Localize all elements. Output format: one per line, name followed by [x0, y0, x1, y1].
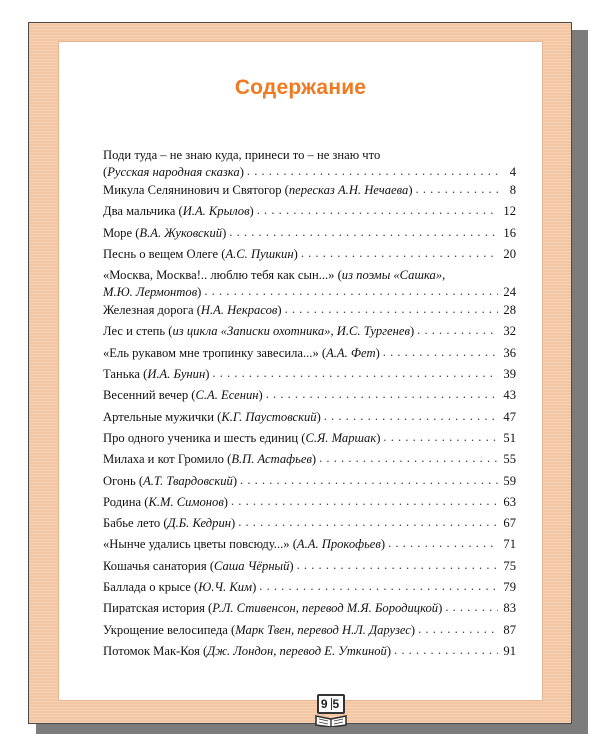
toc-entry-title: Бабье лето ( [103, 516, 168, 531]
toc-leader-dots [297, 558, 498, 573]
toc-entry-paren: ) [438, 601, 443, 616]
toc-entry-paren: ) [223, 494, 228, 509]
toc-entry-page: 55 [503, 452, 516, 467]
toc-entry [103, 537, 516, 558]
toc-entry-page: 36 [503, 345, 516, 360]
toc-entry-title: Милаха и кот Громило ( [103, 452, 232, 467]
toc-entry-paren: ) [410, 622, 416, 637]
open-book-icon [315, 713, 347, 727]
toc-entry-line [103, 410, 516, 431]
toc-leader-dots [383, 430, 498, 445]
toc-leader-dots [212, 366, 498, 381]
toc-entry-title: Про одного ученика и шесть единиц ( [103, 430, 306, 445]
toc-entry-paren: ) [289, 558, 294, 573]
toc-entry-line [103, 226, 516, 247]
toc-entry-author: из цикла «Записки охотника», И.С. Тургенев [172, 324, 410, 339]
toc-entry-title: Железная дорога ( [103, 303, 201, 318]
toc-entry-page: 51 [503, 430, 516, 445]
toc-entry-paren: ) [222, 225, 227, 240]
toc-entry-line [103, 601, 516, 622]
toc-entry-paren: ) [316, 409, 321, 424]
toc-entry-paren: ) [197, 285, 202, 300]
toc-entry-page: 79 [503, 580, 516, 595]
toc-leader-dots [240, 473, 498, 488]
toc-entry-title: Укрощение велосипеда ( [103, 622, 236, 637]
toc-entry-line [103, 346, 516, 367]
toc-leader-dots [418, 622, 498, 637]
toc-entry-line [103, 559, 516, 580]
toc-entry-page: 24 [503, 285, 516, 300]
toc-leader-dots [259, 579, 498, 594]
toc-entry-author: Русская народная сказка [107, 165, 240, 179]
toc-entry-title: Потомок Мак-Коя ( [103, 643, 208, 658]
toc-entry-author: Д.Б. Кедрин [167, 516, 231, 531]
toc-entry-page: 75 [503, 558, 516, 573]
toc-entry [103, 580, 516, 601]
toc-leader-dots [285, 302, 498, 317]
toc-entry [103, 183, 516, 204]
toc-leader-dots [247, 164, 498, 179]
toc-entry-title: Поди туда – не знаю куда, принеси то – не знаю что [103, 148, 381, 162]
toc-entry-line [103, 183, 516, 204]
toc-entry-author: Р.Л. Стивенсон, перевод М.Я. Бородицкой [212, 601, 439, 616]
toc-entry-page: 47 [503, 409, 516, 424]
toc-entry-paren: ) [409, 324, 415, 339]
toc-entry-line [103, 165, 516, 183]
toc-entry-paren: ) [258, 388, 263, 403]
toc-entry-author: А.С. Пушкин [225, 246, 294, 261]
page-number [317, 694, 345, 714]
page-digit-separator [331, 698, 332, 710]
page-title: Содержание [234, 76, 367, 99]
toc-leader-dots [383, 345, 498, 360]
toc-entry [103, 226, 516, 247]
toc-leader-dots [416, 182, 498, 197]
toc-entry-author: Саша Чёрный [214, 558, 290, 573]
toc-entry-paren: ) [232, 473, 238, 488]
toc-entry-page: 71 [503, 537, 516, 552]
toc-entry-author: А.А. Прокофьев [296, 537, 381, 552]
toc-leader-dots [229, 225, 498, 240]
toc-entry-line [103, 474, 516, 495]
toc-leader-dots [301, 246, 498, 261]
toc-entry-author: М.Ю. Лермонтов [103, 285, 198, 300]
book-page [28, 22, 572, 724]
toc-entry-line [103, 148, 516, 165]
toc-entry-line [103, 303, 516, 324]
toc-entry-author: И.А. Бунин [147, 367, 206, 382]
toc-entry-source: из поэмы «Сашка», [341, 268, 446, 283]
toc-entry [103, 452, 516, 473]
toc-entry-page: 87 [503, 622, 516, 637]
toc-entry-paren: ) [380, 537, 386, 552]
toc-entry-paren: ) [375, 345, 380, 360]
toc-entry-line [103, 324, 516, 345]
toc-entry-page: 59 [503, 473, 516, 488]
toc-entry-line [103, 204, 516, 225]
content-area [58, 41, 543, 711]
toc-entry-paren: ) [386, 643, 392, 658]
toc-entry [103, 644, 516, 665]
toc-entry-paren: ) [311, 452, 317, 467]
toc-entry-line [103, 452, 516, 473]
toc-entry-page: 67 [503, 516, 516, 531]
toc-entry-paren: ) [249, 204, 254, 219]
toc-leader-dots [324, 409, 498, 424]
toc-entry-paren: ) [277, 303, 282, 318]
toc-leader-dots [266, 387, 498, 402]
toc-leader-dots [238, 515, 498, 530]
toc-entry-page: 43 [503, 388, 516, 403]
toc-leader-dots [394, 643, 498, 658]
toc-entry [103, 474, 516, 495]
toc-entry-page: 12 [503, 204, 516, 219]
toc-entry-line [103, 247, 516, 268]
toc-entry-title: Два мальчика ( [103, 204, 183, 219]
toc-entry-author: Ю.Ч. Ким [198, 580, 253, 595]
toc-entry-title: Микула Селянинович и Святогор ( [103, 183, 289, 197]
toc-entry [103, 559, 516, 580]
toc-entry-line [103, 268, 516, 285]
toc-entry-author: И.А. Крылов [182, 204, 250, 219]
toc-entry [103, 516, 516, 537]
toc-entry [103, 495, 516, 516]
toc-entry-author: К.М. Симонов [148, 494, 224, 509]
toc-entry-line [103, 285, 516, 303]
toc-entry-author: В.А. Жуковский [139, 225, 223, 240]
toc-entry [103, 247, 516, 268]
toc-entry-line [103, 495, 516, 516]
toc-entry [103, 367, 516, 388]
toc-entry-paren: ) [408, 183, 413, 197]
toc-entry-paren: ) [239, 165, 244, 179]
toc-entry [103, 324, 516, 345]
toc-leader-dots [231, 494, 498, 509]
toc-entry-author: А.А. Фет [326, 345, 376, 360]
toc-entry-paren: ) [252, 580, 257, 595]
toc-entry-page: 4 [509, 165, 516, 179]
table-of-contents [103, 148, 516, 665]
toc-entry-title: ( [103, 165, 108, 179]
toc-entry [103, 148, 516, 183]
toc-entry-author: Марк Твен, перевод Н.Л. Дарузес [235, 622, 411, 637]
toc-entry-page: 16 [503, 225, 516, 240]
toc-entry-author: Дж. Лондон, перевод Е. Уткиной [207, 643, 387, 658]
toc-leader-dots [319, 451, 498, 466]
toc-entry-paren: ) [293, 246, 298, 261]
toc-entry-paren: ) [231, 516, 236, 531]
toc-entry-page: 63 [503, 494, 516, 509]
toc-entry-page: 91 [503, 643, 516, 658]
toc-entry-author: С.А. Есенин [195, 388, 259, 403]
toc-entry [103, 431, 516, 452]
toc-entry-page: 28 [503, 303, 516, 318]
toc-entry [103, 388, 516, 409]
toc-entry-author: К.Г. Паустовский [221, 409, 317, 424]
toc-entry-author: В.П. Астафьев [231, 452, 312, 467]
toc-entry-author: пересказ А.Н. Нечаева [288, 183, 409, 197]
toc-entry-page: 32 [503, 324, 516, 339]
toc-entry-line [103, 644, 516, 665]
toc-entry-line [103, 516, 516, 537]
toc-entry-line [103, 537, 516, 558]
toc-entry-page: 39 [503, 367, 516, 382]
toc-entry-title: Кошачья санатория ( [103, 558, 215, 573]
toc-leader-dots [257, 203, 498, 218]
toc-entry [103, 601, 516, 622]
toc-entry [103, 268, 516, 303]
toc-entry-title: Артельные мужички ( [103, 409, 222, 424]
page-digit-ones: 5 [332, 697, 342, 711]
toc-entry [103, 623, 516, 644]
toc-entry-title: Весенний вечер ( [103, 388, 196, 403]
toc-entry-title: Баллада о крысе ( [103, 580, 199, 595]
page-digit-tens: 9 [320, 697, 330, 711]
toc-entry-page: 83 [503, 601, 516, 616]
toc-leader-dots [445, 600, 498, 615]
toc-entry-page: 20 [503, 246, 516, 261]
toc-entry-title: Огонь ( [103, 473, 144, 488]
toc-entry-title: Танька ( [103, 367, 148, 382]
toc-entry-title: Море ( [103, 225, 140, 240]
toc-entry-title: «Москва, Москва!.. люблю тебя как сын...» ( [103, 268, 342, 283]
toc-entry-paren: ) [376, 430, 381, 445]
toc-leader-dots [417, 323, 498, 338]
toc-entry-line [103, 431, 516, 452]
toc-entry [103, 410, 516, 431]
toc-entry-title: Лес и степь ( [103, 324, 173, 339]
toc-entry-page: 8 [509, 183, 516, 197]
toc-entry-title: Родина ( [103, 494, 149, 509]
toc-entry-line [103, 367, 516, 388]
toc-leader-dots [204, 284, 498, 299]
toc-entry-line [103, 580, 516, 601]
toc-entry-title: «Нынче удались цветы повсюду...» ( [103, 537, 297, 552]
toc-entry [103, 204, 516, 225]
toc-entry-paren: ) [205, 367, 210, 382]
page-number-badge [313, 694, 349, 728]
toc-entry-title: Пиратская история ( [103, 601, 213, 616]
toc-entry-title: «Ель рукавом мне тропинку завесила...» ( [103, 345, 327, 360]
toc-entry-author: Н.А. Некрасов [200, 303, 278, 318]
toc-entry-title: Песнь о вещем Олеге ( [103, 246, 226, 261]
toc-entry-author: С.Я. Маршак [305, 430, 377, 445]
toc-leader-dots [388, 536, 498, 551]
toc-entry-author: А.Т. Твардовский [143, 473, 233, 488]
toc-entry-line [103, 623, 516, 644]
toc-entry [103, 303, 516, 324]
toc-entry-line [103, 388, 516, 409]
toc-entry [103, 346, 516, 367]
